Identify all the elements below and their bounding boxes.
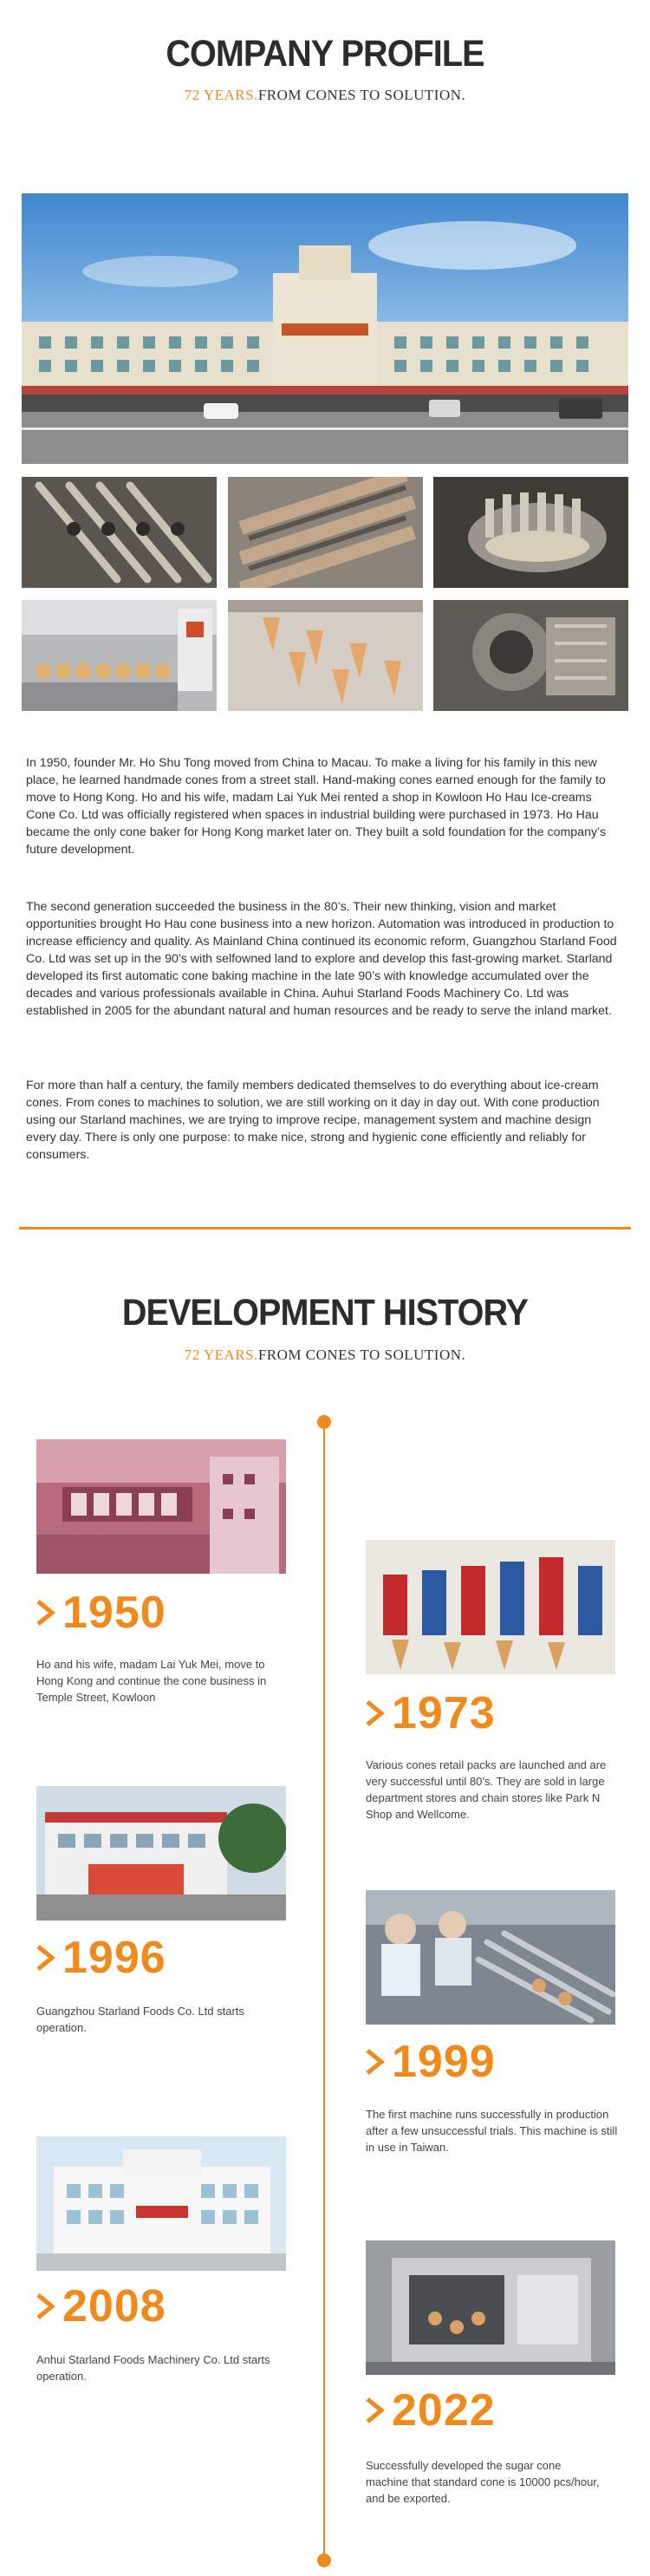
history-tagline-rest: FROM CONES TO SOLUTION.	[257, 1347, 466, 1363]
history-photo-2008	[36, 2136, 286, 2271]
history-photo-1973	[366, 1540, 615, 1674]
timeline-line	[323, 1422, 325, 2562]
machine-photo-6	[433, 600, 628, 711]
machine-photo-5	[228, 600, 423, 711]
event-desc-1973: Various cones retail packs are launched and are very successful until 80’s. They are sold in large department stores and chain stores like Park N Shop and Wellcome.	[366, 1758, 607, 1821]
year-2022	[364, 2384, 496, 2436]
event-desc-1950: Ho and his wife, madam Lai Yuk Mei, move to Hong Kong and continue the cone business in Temple Street, Kowloon	[36, 1658, 267, 1704]
tagline-rest: FROM CONES TO SOLUTION.	[257, 87, 466, 103]
chevron-right-icon	[35, 2292, 57, 2321]
development-history-title: DEVELOPMENT HISTORY	[121, 1292, 529, 1334]
year-label: 2008	[62, 2281, 166, 2331]
chevron-right-icon	[364, 1699, 387, 1728]
history-tagline-years: 72 YEARS.	[184, 1347, 258, 1363]
timeline-start-dot	[317, 1415, 331, 1429]
history-photo-1999	[366, 1890, 615, 2025]
event-desc-2008: Anhui Starland Foods Machinery Co. Ltd starts operation.	[36, 2353, 270, 2383]
year-1950	[35, 1587, 166, 1639]
event-desc-1999: The first machine runs successfully in production after a few unsuccessful trials. This machine is still in use in Taiwan.	[366, 2108, 618, 2154]
year-label: 1950	[62, 1588, 166, 1638]
year-label: 1973	[392, 1688, 496, 1738]
chevron-right-icon	[35, 1943, 57, 1973]
year-1999	[364, 2036, 496, 2088]
event-desc-2022: Successfully developed the sugar cone machine that standard cone is 10000 pcs/hour, and be exported.	[366, 2459, 600, 2505]
timeline-end-dot	[317, 2553, 331, 2567]
history-photo-1950	[36, 1439, 286, 1574]
profile-paragraph-2: The second generation succeeded the business in the 80’s. Their new thinking, vision and market opportunities brought Ho Hau cone business into a new horizon. Automation was introduced in production to increase efficiency and quality. As Mainland China continued its economic reform, Guangzhou Starland Food Co. Ltd was set up in the 90’s with selfowned land to explore and develop this fast-growing market. Starland developed its first automatic cone baking machine in the late 90’s with knowledge accumulated over the decades and various professionals available in China. Auhui Starland Foods Machinery Co. Ltd was established in 2005 for the abundant natural and human resources and be ready to serve the inland market.	[26, 900, 617, 1018]
year-label: 1999	[392, 2037, 496, 2087]
history-photo-2022	[366, 2240, 615, 2375]
tagline-years: 72 YEARS.	[184, 87, 258, 103]
chevron-right-icon	[364, 2396, 387, 2425]
history-photo-1996	[36, 1786, 286, 1921]
year-1973	[364, 1687, 496, 1739]
year-label: 2022	[392, 2385, 496, 2436]
machine-photo-3	[433, 477, 628, 588]
year-1996	[35, 1932, 166, 1984]
machine-photo-1	[22, 477, 217, 588]
factory-building-photo	[22, 193, 628, 464]
year-label: 1996	[62, 1933, 166, 1983]
development-history-tagline	[0, 1347, 650, 1364]
machine-photo-4	[22, 600, 217, 711]
event-desc-1996: Guangzhou Starland Foods Co. Ltd starts operation.	[36, 2005, 244, 2034]
chevron-right-icon	[35, 1598, 57, 1627]
section-divider	[19, 1227, 631, 1229]
company-profile-title: COMPANY PROFILE	[166, 33, 484, 75]
profile-paragraph-3: For more than half a century, the family members dedicated themselves to do everything about ice-cream cones. From cones to machines to solution, we are still working on it day in day out. With cone production using our Starland machines, we are trying to improve recipe, management system and machine design every day. There is only one purpose: to make nice, strong and hygienic cone efficiently and reliably for consumers.	[26, 1079, 600, 1162]
year-2008	[35, 2280, 166, 2332]
profile-paragraph-1: In 1950, founder Mr. Ho Shu Tong moved from China to Macau. To make a living for his family in this new place, he learned handmade cones from a street stall. Hand-making cones earned enough for the family to move to Hong Kong. Ho and his wife, madam Lai Yuk Mei rented a shop in Kowloon Ho Hau Ice-creams Cone Co. Ltd was officially registered when spaces in industrial building were purchased in 1973. Ho Hau became the only cone baker for Hong Kong market later on. They built a sold foundation for the company’s future development.	[26, 756, 607, 857]
machine-photo-2	[228, 477, 423, 588]
chevron-right-icon	[364, 2047, 387, 2077]
company-profile-tagline	[0, 87, 650, 104]
